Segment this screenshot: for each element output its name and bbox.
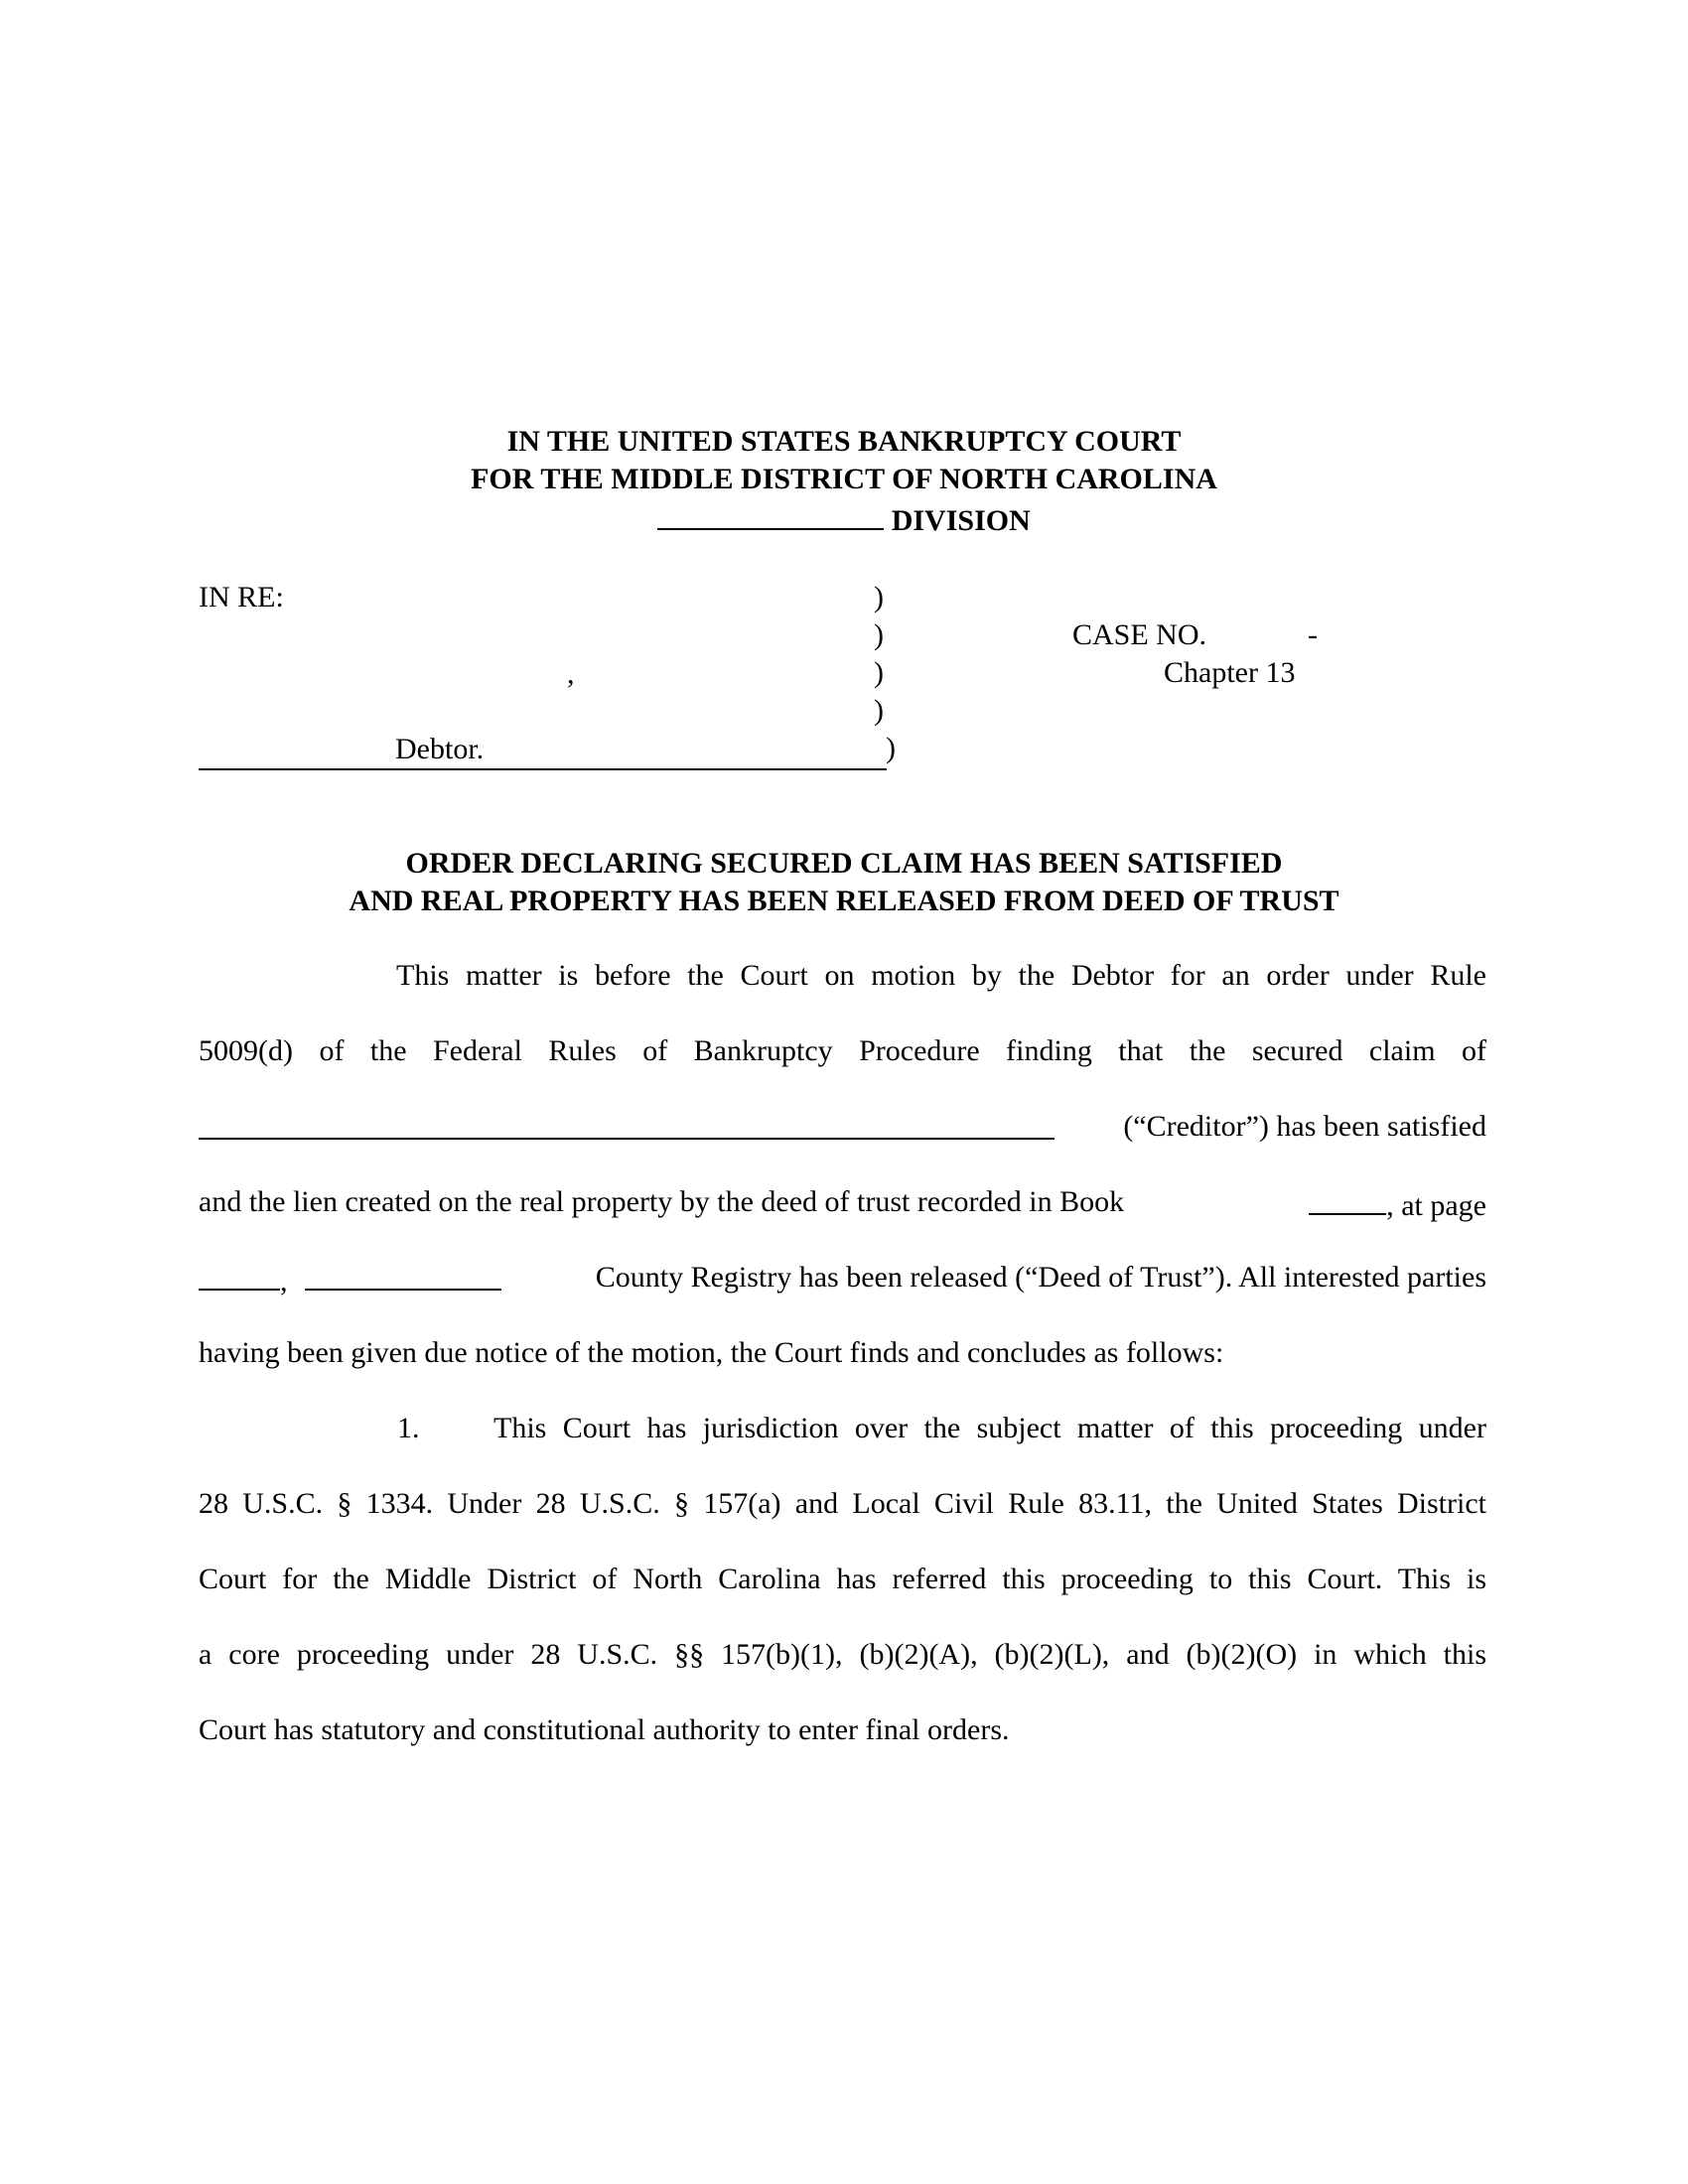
caption-paren: ): [874, 618, 884, 651]
case-number-label: CASE NO.: [1072, 618, 1207, 651]
page-number-blank[interactable]: [199, 1261, 280, 1291]
item1-line: This Court has jurisdiction over the subject matter of this proceeding under: [493, 1412, 1486, 1444]
creditor-tail: (“Creditor”) has been satisfied: [1123, 1110, 1486, 1143]
page-label: , at page: [1386, 1189, 1486, 1222]
creditor-name-blank[interactable]: [199, 1110, 1055, 1140]
order-title-line2: AND REAL PROPERTY HAS BEEN RELEASED FROM DEED OF TRUST: [349, 885, 1339, 917]
item1-line: Court for the Middle District of North Carolina has referred this proceeding to this Court. This is: [199, 1563, 1486, 1595]
debtor-name-comma: ,: [567, 657, 575, 690]
case-number-dash: -: [1308, 618, 1318, 651]
intro-line: This matter is before the Court on motion by the Debtor for an order under Rule: [396, 959, 1486, 992]
item1-line: a core proceeding under 28 U.S.C. §§ 157(b)(1), (b)(2)(A), (b)(2)(L), and (b)(2)(O) in which this: [199, 1638, 1486, 1671]
item1-line: 28 U.S.C. § 1334. Under 28 U.S.C. § 157(a) and Local Civil Rule 83.11, the United States District: [199, 1487, 1486, 1520]
debtor-label: Debtor.: [395, 733, 485, 765]
county-name-blank[interactable]: [305, 1261, 501, 1291]
book-text: and the lien created on the real property by the deed of trust recorded in Book: [199, 1185, 1125, 1218]
item1-line: Court has statutory and constitutional authority to enter final orders.: [199, 1713, 1010, 1746]
in-re-label: IN RE:: [199, 581, 284, 614]
intro-line: 5009(d) of the Federal Rules of Bankruptcy Procedure finding that the secured claim of: [199, 1034, 1486, 1067]
registry-text: County Registry has been released (“Deed of Trust”). All interested parties: [595, 1261, 1486, 1294]
court-name-line1: IN THE UNITED STATES BANKRUPTCY COURT: [506, 425, 1182, 458]
intro-line: [199, 1110, 1486, 1148]
item-number: 1.: [397, 1412, 420, 1444]
caption-paren: ): [874, 656, 884, 689]
chapter-label: Chapter 13: [1164, 656, 1296, 689]
caption-paren: ): [874, 694, 884, 727]
division-label: DIVISION: [891, 504, 1031, 537]
book-number-blank[interactable]: [1309, 1185, 1386, 1215]
debtor-line: [199, 733, 887, 770]
division-blank[interactable]: [657, 500, 884, 530]
intro-line: [199, 1261, 1486, 1298]
court-name-line2: FOR THE MIDDLE DISTRICT OF NORTH CAROLINA: [471, 463, 1217, 495]
intro-line: [199, 1185, 1486, 1222]
page-ref: [1309, 1185, 1486, 1223]
caption-paren: ): [886, 732, 896, 764]
division-line: [0, 500, 1688, 538]
intro-line: having been given due notice of the motion, the Court finds and concludes as follows:: [199, 1336, 1224, 1369]
caption-paren: ): [874, 581, 884, 614]
order-title-line1: ORDER DECLARING SECURED CLAIM HAS BEEN SATISFIED: [405, 847, 1283, 880]
page-comma: ,: [280, 1265, 288, 1297]
